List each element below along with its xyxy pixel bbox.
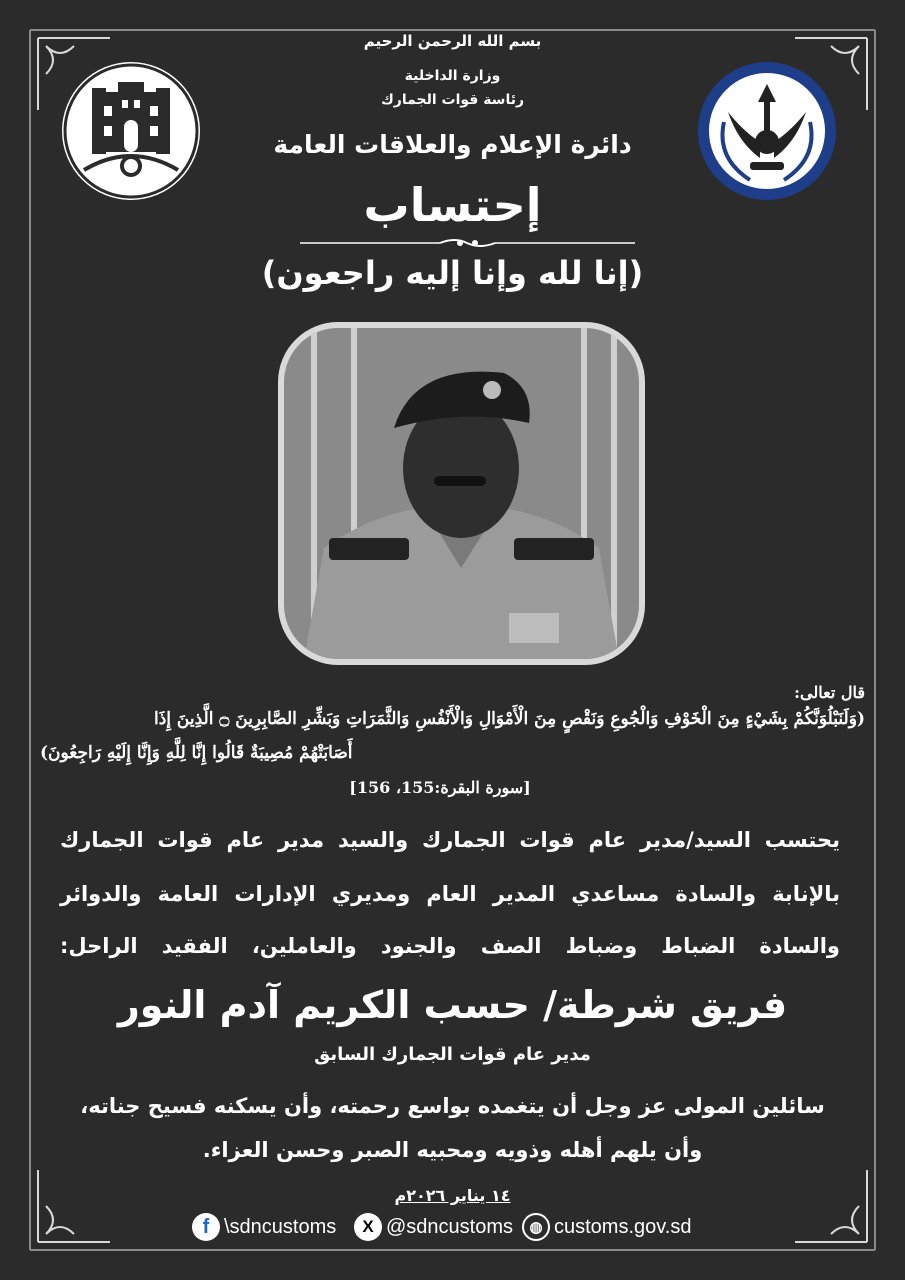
portrait-frame: [278, 322, 645, 665]
verse-line-2: أَصَابَتْهُمْ مُصِيبَةٌ قَالُوا إِنَّا لِلَّهِ وَإِنَّا إِلَيْهِ رَاجِعُونَ): [40, 743, 353, 763]
x-icon: X: [354, 1213, 382, 1241]
prayer-line-1: سائلين المولى عز وجل أن يتغمده بواسع رحمته، وأن يسكنه فسيح جناته،: [80, 1094, 825, 1118]
x-link[interactable]: [354, 1210, 513, 1244]
website-url: customs.gov.sd: [554, 1215, 692, 1238]
ornamental-divider: [300, 236, 635, 250]
directorate-name: رئاسة قوات الجمارك: [380, 92, 525, 108]
announcement-line-3: والسادة الضباط وضباط الصف والجنود والعاملين، الفقيد الراحل:: [60, 934, 840, 958]
portrait-photo: [284, 328, 639, 659]
announcement-line-1: يحتسب السيد/مدير عام قوات الجمارك والسيد مدير عام قوات الجمارك: [60, 828, 840, 852]
page-title: إحتساب: [363, 178, 542, 232]
announcement-line-2: بالإنابة والسادة مساعدي المدير العام ومديري الإدارات العامة والدوائر: [60, 882, 840, 906]
deceased-role: مدير عام قوات الجمارك السابق: [314, 1044, 591, 1065]
subtitle: (إنا لله وإنا إليه راجعون): [261, 254, 644, 292]
date: ١٤ يناير ٢٠٢٦م: [394, 1186, 511, 1205]
verse-label: قال تعالى:: [794, 683, 865, 702]
social-links: [0, 1210, 905, 1244]
facebook-icon: f: [192, 1213, 220, 1241]
x-handle: @sdncustoms: [386, 1215, 514, 1238]
verse-reference: [سورة البقرة:155، 156]: [349, 778, 531, 797]
prayer-line-2: وأن يلهم أهله وذويه ومحبيه الصبر وحسن العزاء.: [202, 1138, 703, 1162]
department-name: دائرة الإعلام والعلاقات العامة: [273, 130, 632, 159]
website-link[interactable]: [522, 1210, 691, 1244]
globe-icon: ◍: [522, 1213, 550, 1241]
facebook-handle: \sdncustoms: [224, 1215, 337, 1238]
ministry-name: وزارة الداخلية: [404, 68, 501, 84]
verse-line-1: (وَلَنَبْلُوَنَّكُمْ بِشَيْءٍ مِنَ الْخَوْفِ وَالْجُوعِ وَنَقْصٍ مِنَ الْأَمْوَالِ وَالْأَنْفُسِ وَالثَّمَرَاتِ وَبَشِّرِ الصَّابِرِينَ ۝ الَّذِينَ إِذَا: [154, 709, 865, 729]
bismillah: بسم الله الرحمن الرحيم: [363, 32, 542, 50]
deceased-name: فريق شرطة/ حسب الكريم آدم النور: [117, 983, 788, 1027]
facebook-link[interactable]: [192, 1210, 336, 1244]
